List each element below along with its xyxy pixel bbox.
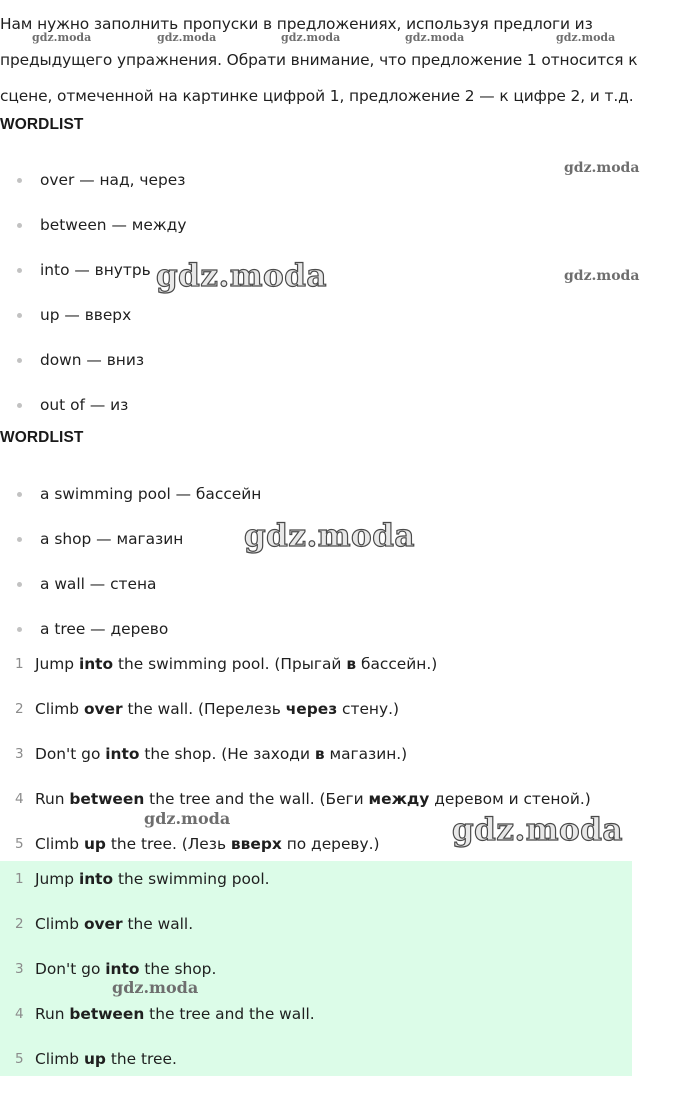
watermark: gdz.moda <box>564 268 640 284</box>
wordlist-heading: WORDLIST <box>0 116 84 133</box>
bullet-icon <box>17 178 22 183</box>
watermark: gdz.moda <box>144 809 231 828</box>
watermark: gdz.moda <box>157 31 217 44</box>
watermark: gdz.moda <box>32 31 92 44</box>
watermark: gdz.moda <box>244 518 415 554</box>
watermark: gdz.moda <box>556 31 616 44</box>
watermark: gdz.moda <box>564 160 640 176</box>
watermark: gdz.moda <box>452 812 623 848</box>
watermark: gdz.moda <box>112 978 199 997</box>
bullet-icon <box>17 403 22 408</box>
watermark: gdz.moda <box>281 31 341 44</box>
watermark: gdz.moda <box>156 258 327 294</box>
bullet-icon <box>17 627 22 632</box>
intro-paragraph: Нам нужно заполнить пропуски в предложениях, используя предлоги из предыдущего упражнения. Обрати внимание, что предложение 1 относится к сцене, отмеченной на картинке цифрой 1, предложение 2 — к цифре 2, и т.д. <box>0 15 638 105</box>
bullet-icon <box>17 223 22 228</box>
bullet-icon <box>17 268 22 273</box>
bullet-icon <box>17 537 22 542</box>
bullet-icon <box>17 313 22 318</box>
bullet-icon <box>17 582 22 587</box>
watermark: gdz.moda <box>405 31 465 44</box>
bullet-icon <box>17 358 22 363</box>
wordlist-heading: WORDLIST <box>0 429 84 446</box>
bullet-icon <box>17 492 22 497</box>
